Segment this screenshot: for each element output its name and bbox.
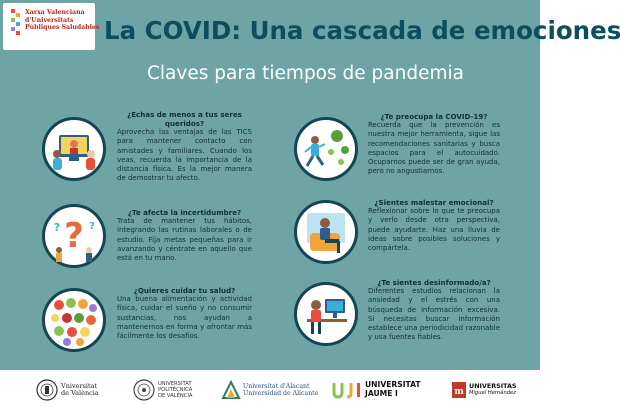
- section-health: [117, 286, 252, 341]
- section-heading: ¿Quieres cuidar tu salud?: [133, 286, 236, 295]
- uji-line-1: UNIVERSITAT: [365, 380, 421, 390]
- umh-mark-icon: [452, 382, 466, 398]
- upv-line-3: DE VALÈNCIA: [158, 393, 193, 399]
- section-emotional-distress: [368, 198, 500, 253]
- logo-universitat-valencia: [36, 378, 99, 402]
- uv-seal-icon: [36, 379, 58, 401]
- section-text: Diferentes estudios relacionan la ansiedad y el estrés con una búsqueda de información excesiva. Si necesitas buscar información establece una periodicidad razonable y usa fuentes fiables.: [368, 287, 500, 342]
- upv-line-2: POLITÈCNICA: [158, 387, 193, 393]
- person-thinking-chair-icon: [294, 200, 358, 264]
- ua-line-2: Universidad de Alicante: [243, 390, 319, 397]
- page-subtitle: Claves para tiempos de pandemia: [147, 63, 464, 84]
- person-at-computer-icon: [294, 282, 358, 346]
- section-text: Reflexionar sobre lo que te preocupa y verlo desde otra perspectiva, puede ayudarte. Haz una lluvia de ideas sobre posibles soluciones y compártela.: [368, 207, 500, 253]
- section-loved-ones: [117, 110, 252, 184]
- section-heading: ¿Te afecta la incertidumbre?: [127, 208, 242, 217]
- ua-mark-icon: [222, 381, 240, 399]
- section-text: Trata de mantener tus hábitos, integrando las rutinas laborales o de estudio. Fija metas pequeñas para ir avanzando y céntrate en aquello que está en tu mano.: [117, 217, 252, 263]
- logo-line-3: Públiques Saludables: [25, 24, 100, 32]
- section-heading: ¿Sientes malestar emocional?: [374, 198, 494, 207]
- upv-seal-icon: [133, 379, 155, 401]
- fruits-vegetables-icon: [42, 288, 106, 352]
- page-title: La COVID: Una cascada de emociones: [104, 16, 621, 45]
- question-mark-icon: [42, 204, 106, 268]
- section-text: Recuerda que la prevención es nuestra mejor herramienta, sigue las recomendaciones sanitarias y busca espacios para el autocuidado. Ocuparnos puede ser de gran ayuda, pero no angustiarnos.: [368, 121, 500, 176]
- section-heading: ¿Te preocupa la COVID-19?: [380, 112, 488, 121]
- logo-line-2: d'Universitats: [25, 16, 74, 24]
- section-text: Una buena alimentación y actividad física, cuidar el sueño y no consumir sustancias, nos ayudan a mantenernos en forma y afrontar más fácilmente los desafíos.: [117, 295, 252, 341]
- section-heading: ¿Echas de menos a tus seres queridos?: [127, 110, 242, 128]
- logo-uji: [332, 378, 421, 402]
- uv-line-2: de València: [61, 389, 99, 397]
- umh-line-2: Miguel Hernández: [469, 390, 516, 396]
- section-uncertainty: [117, 208, 252, 263]
- upv-line-1: UNIVERSITAT: [158, 381, 192, 387]
- video-call-icon: [42, 117, 106, 181]
- svg-text:m: m: [454, 387, 464, 397]
- section-misinformation: [368, 278, 500, 343]
- footer-logos: [0, 370, 540, 407]
- xarxa-logo: [3, 3, 100, 50]
- section-heading: ¿Te sientes desinformado/a?: [377, 278, 491, 287]
- xarxa-logo-mark-icon: [10, 7, 22, 43]
- uji-line-2: JAUME I: [365, 389, 398, 398]
- logo-upv: [133, 378, 192, 402]
- logo-umh: [452, 378, 517, 402]
- xarxa-logo-text: [25, 9, 99, 32]
- uv-line-1: Vniversitat: [61, 381, 98, 390]
- logo-line-1: Xarxa Valenciana: [25, 9, 85, 16]
- svg-text:?: ?: [89, 221, 95, 232]
- svg-text:?: ?: [64, 216, 84, 256]
- section-covid-worry: [368, 112, 500, 177]
- running-from-virus-icon: [294, 117, 358, 181]
- logo-universidad-alicante: [222, 378, 318, 402]
- uji-mark-icon: [332, 381, 362, 399]
- ua-line-1: Universitat d'Alacant: [243, 382, 310, 390]
- umh-line-1: UNIVERSITAS: [469, 381, 517, 390]
- section-text: Aprovecha las ventajas de las TICS para mantener contacto con amistades y familiares. Cuando los veas, recuerda la importancia de la distancia física. Es la mejor manera de demostrar tu afecto.: [117, 128, 252, 183]
- svg-text:?: ?: [53, 221, 61, 234]
